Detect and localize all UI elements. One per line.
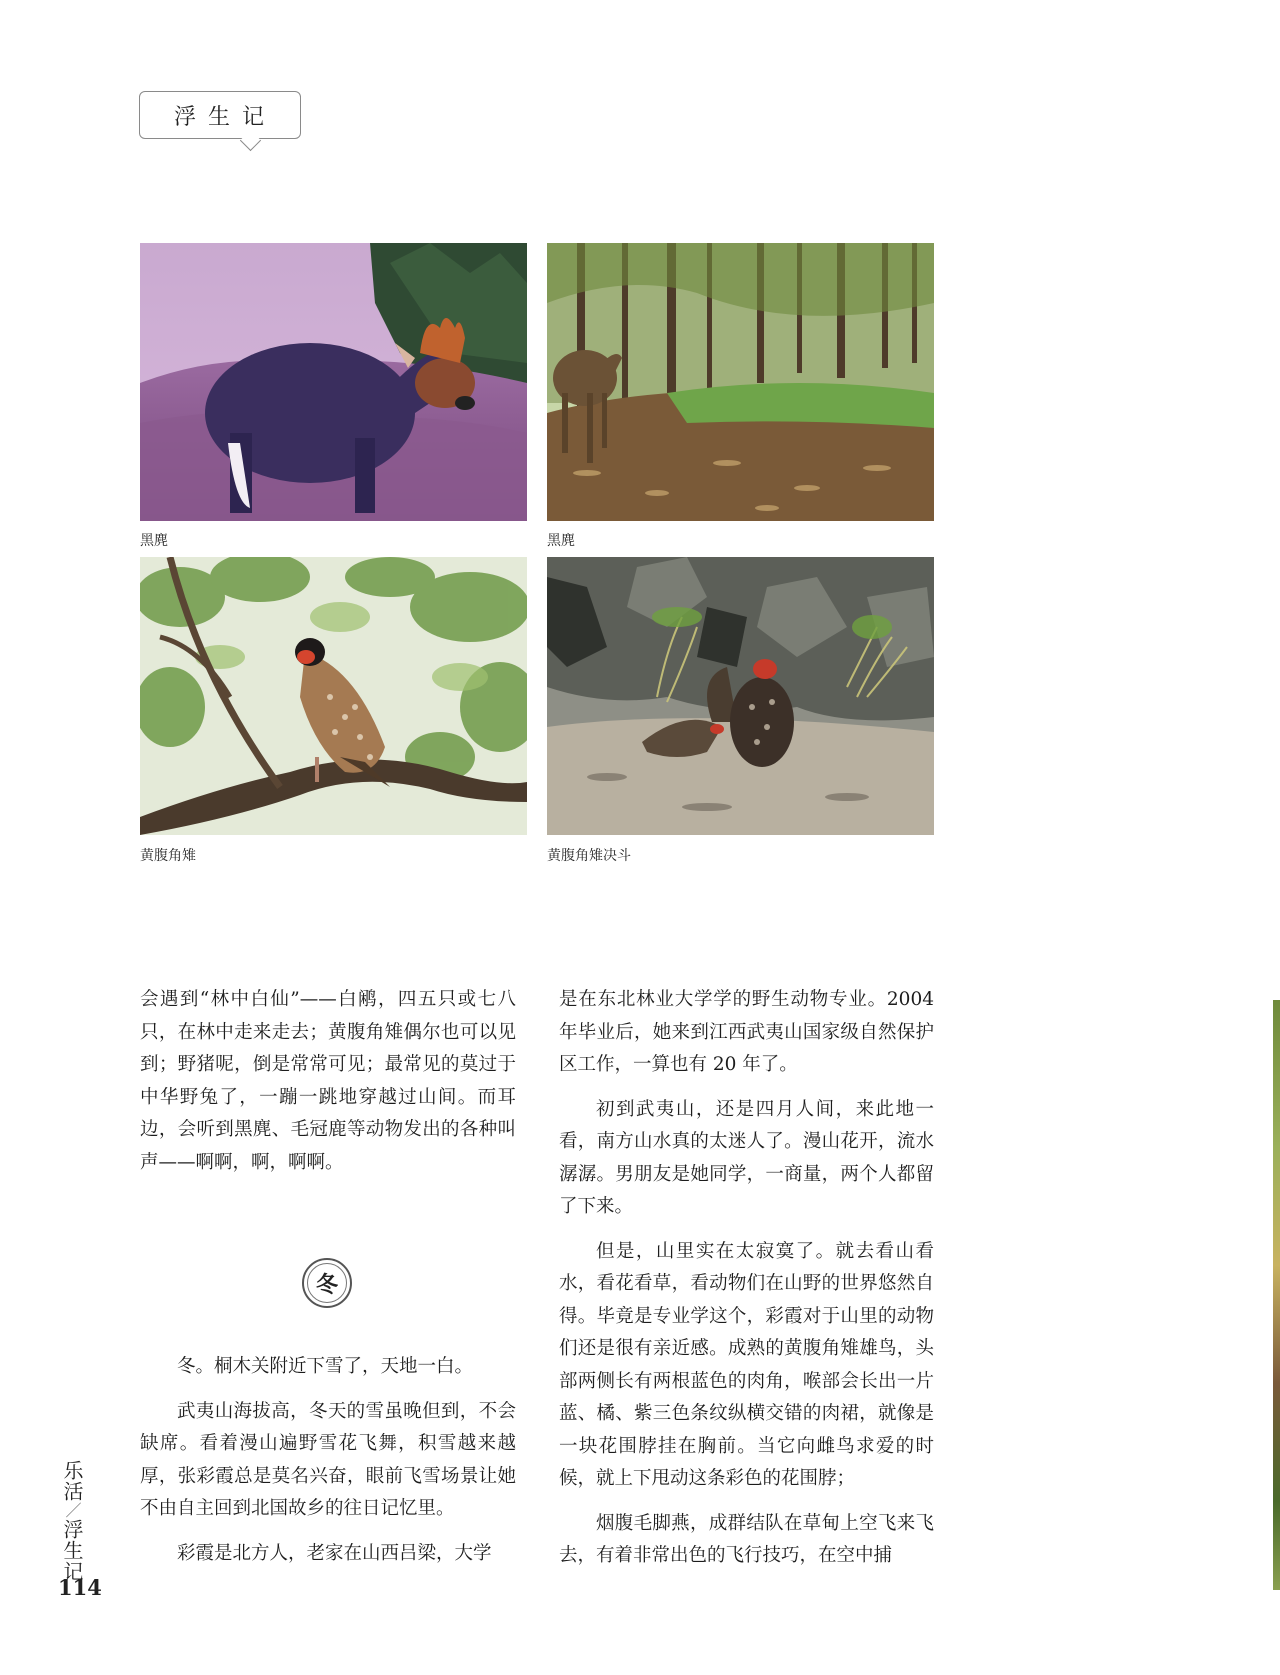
paragraph: 初到武夷山，还是四月人间，来此地一看，南方山水真的太迷人了。漫山花开，流水潺潺。男朋友是她同学，一商量，两个人都留了下来。 xyxy=(559,1098,934,1217)
photo-caption: 黄腹角雉 xyxy=(140,848,196,864)
photo-caption: 黑麂 xyxy=(547,533,575,549)
paragraph: 烟腹毛脚燕，成群结队在草甸上空飞来飞去，有着非常出色的飞行技巧，在空中捕 xyxy=(559,1512,934,1566)
left-text-column xyxy=(140,984,516,1191)
section-tag xyxy=(139,91,301,139)
photo-caption: 黑麂 xyxy=(140,533,168,549)
photo-caption: 黄腹角雉决斗 xyxy=(547,848,631,864)
left-text-column-lower xyxy=(140,1351,516,1582)
season-mark xyxy=(302,1258,352,1308)
deer-photo xyxy=(140,243,527,521)
separator: ／ xyxy=(63,1502,82,1519)
subsection-name: 浮生记 xyxy=(60,1519,84,1582)
page-number: 114 xyxy=(58,1575,102,1600)
right-text-column xyxy=(559,984,934,1585)
paragraph: 会遇到“林中白仙”——白鹇，四五只或七八只，在林中走来走去；黄腹角雉偶尔也可以见到；野猪呢，倒是常常可见；最常见的莫过于中华野兔了，一蹦一跳地穿越过山间。而耳边，会听到黑麂、毛冠鹿等动物发出的各种叫声——啊啊，啊，啊啊。 xyxy=(140,989,516,1173)
paragraph: 冬。桐木关附近下雪了，天地一白。 xyxy=(177,1356,474,1377)
deer-forest-photo xyxy=(547,243,934,521)
paragraph: 但是，山里实在太寂寞了。就去看山看水，看花看草，看动物们在山野的世界悠然自得。毕竟是专业学这个，彩霞对于山里的动物们还是很有亲近感。成熟的黄腹角雉雄鸟，头部两侧长有两根蓝色的肉角，喉部会长出一片蓝、橘、紫三色条纹纵横交错的肉裙，就像是一块花围脖挂在胸前。当它向雌鸟求爱的时候，就上下甩动这条彩色的花围脖； xyxy=(559,1240,934,1489)
pheasant-fight-photo xyxy=(547,557,934,835)
section-name: 乐活 xyxy=(60,1460,84,1502)
paragraph: 是在东北林业大学学的野生动物专业。2004年毕业后，她来到江西武夷山国家级自然保护区工作，一算也有 20 年了。 xyxy=(559,989,934,1075)
adjacent-page-edge xyxy=(1273,1000,1280,1590)
pheasant-photo xyxy=(140,557,527,835)
paragraph: 武夷山海拔高，冬天的雪虽晚但到，不会缺席。看着漫山遍野雪花飞舞，积雪越来越厚，张彩霞总是莫名兴奋，眼前飞雪场景让她不由自主回到北国故乡的往日记忆里。 xyxy=(140,1400,516,1519)
section-tag-label: 浮生记 xyxy=(173,104,276,130)
season-mark-label: 冬 xyxy=(315,1271,338,1298)
section-side-label xyxy=(60,1460,87,1582)
paragraph: 彩霞是北方人，老家在山西吕梁，大学 xyxy=(177,1542,492,1564)
